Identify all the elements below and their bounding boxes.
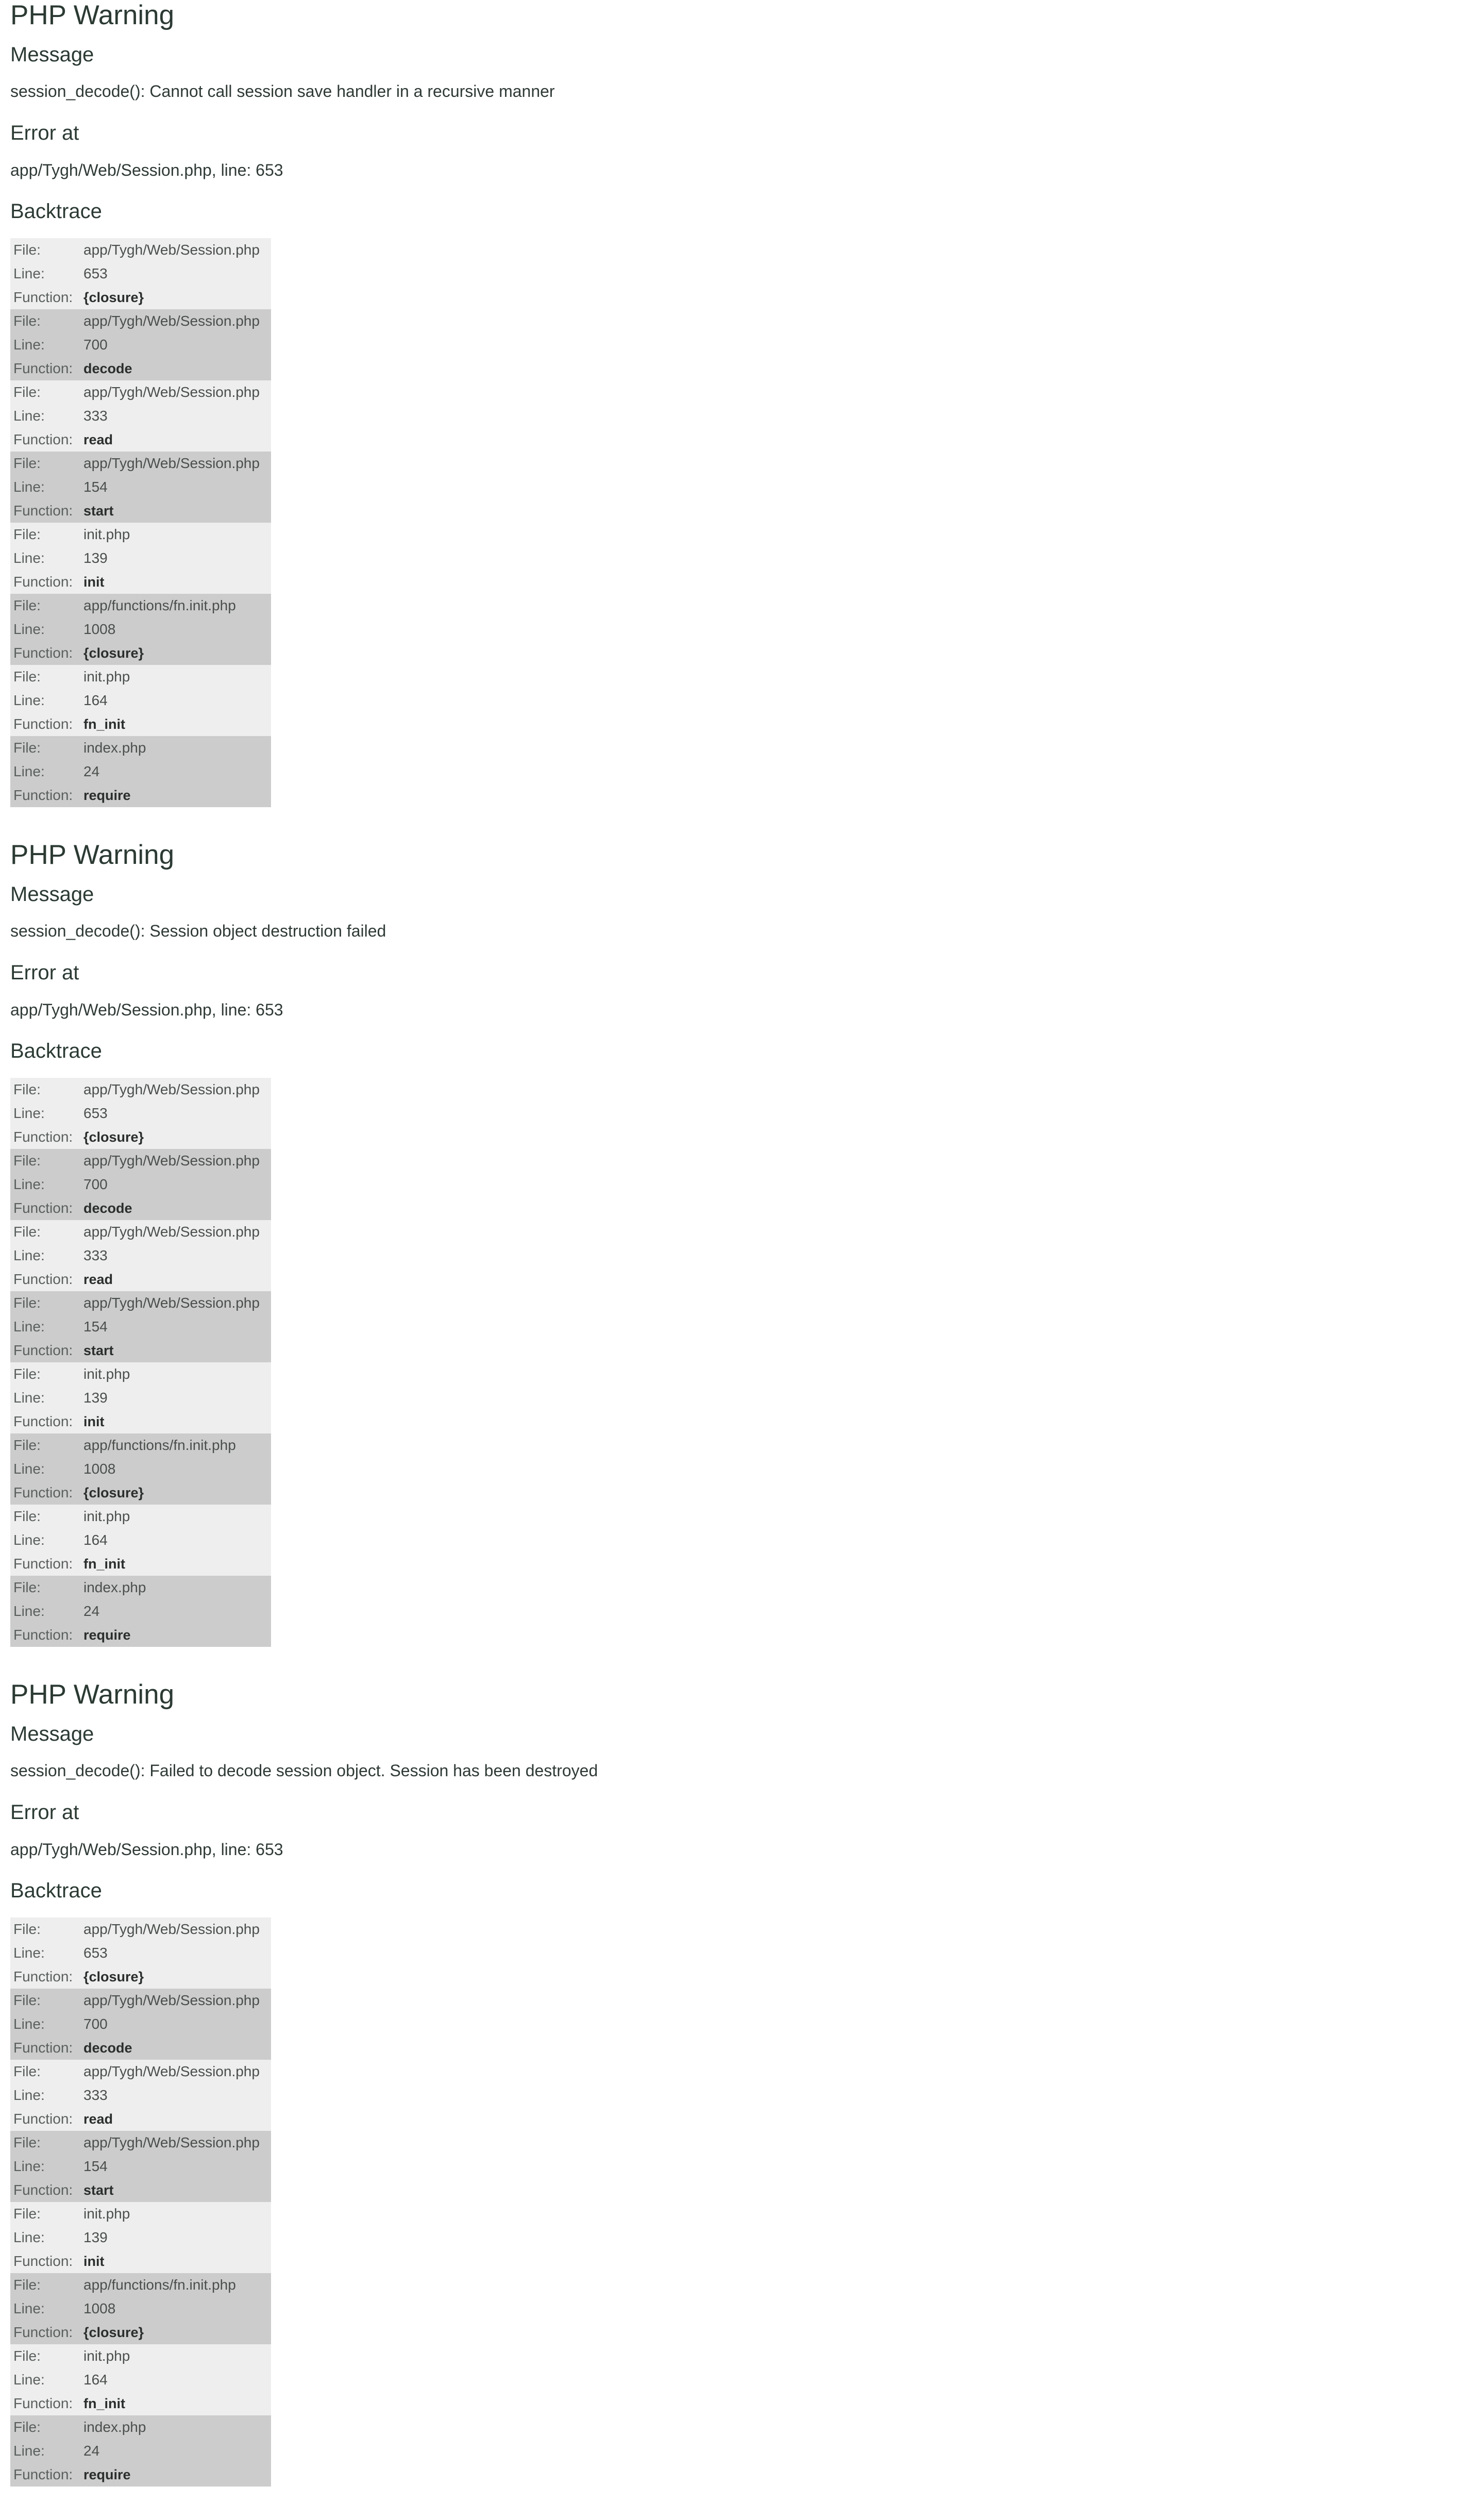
backtrace-file-value: app/Tygh/Web/Session.php: [80, 238, 271, 262]
backtrace-function-label: Function:: [10, 1267, 80, 1291]
backtrace-file-row: [10, 238, 271, 262]
backtrace-file-value: app/Tygh/Web/Session.php: [80, 1149, 271, 1173]
backtrace-function-label: Function:: [10, 2249, 80, 2273]
backtrace-function-label: Function:: [10, 783, 80, 807]
backtrace-line-value: 700: [80, 1173, 271, 1196]
backtrace-line-label: Line:: [10, 2155, 80, 2178]
backtrace-file-row: [10, 2344, 271, 2368]
backtrace-file-value: index.php: [80, 1576, 271, 1599]
backtrace-line-value: 154: [80, 475, 271, 499]
backtrace-function-value: require: [80, 1623, 271, 1647]
backtrace-file-value: init.php: [80, 1505, 271, 1528]
error-at-heading: Error at: [10, 1801, 79, 1824]
backtrace-line-value: 139: [80, 1386, 271, 1410]
backtrace-line-value: 653: [80, 1102, 271, 1125]
backtrace-function-label: Function:: [10, 2178, 80, 2202]
backtrace-line-row: [10, 1386, 271, 1410]
backtrace-file-label: File:: [10, 1989, 80, 2012]
backtrace-function-value: start: [80, 499, 271, 523]
backtrace-file-row: [10, 1989, 271, 2012]
backtrace-file-label: File:: [10, 2273, 80, 2297]
backtrace-file-value: app/Tygh/Web/Session.php: [80, 1220, 271, 1244]
backtrace-heading: Backtrace: [10, 200, 102, 223]
backtrace-file-row: [10, 1505, 271, 1528]
backtrace-file-label: File:: [10, 1078, 80, 1102]
backtrace-function-label: Function:: [10, 499, 80, 523]
backtrace-line-row: [10, 2439, 271, 2463]
backtrace-line-label: Line:: [10, 262, 80, 286]
message-heading: Message: [10, 883, 94, 906]
backtrace-function-row: [10, 2107, 271, 2131]
backtrace-file-row: [10, 594, 271, 618]
backtrace-file-value: index.php: [80, 736, 271, 760]
backtrace-line-label: Line:: [10, 1315, 80, 1339]
backtrace-file-label: File:: [10, 665, 80, 689]
backtrace-function-row: [10, 1125, 271, 1149]
backtrace-line-row: [10, 1315, 271, 1339]
backtrace-function-row: [10, 2463, 271, 2487]
backtrace-file-label: File:: [10, 380, 80, 404]
backtrace-line-label: Line:: [10, 2297, 80, 2321]
backtrace-file-label: File:: [10, 1505, 80, 1528]
backtrace-line-label: Line:: [10, 618, 80, 641]
backtrace-line-label: Line:: [10, 2226, 80, 2249]
backtrace-file-label: File:: [10, 594, 80, 618]
backtrace-line-row: [10, 2155, 271, 2178]
backtrace-line-label: Line:: [10, 475, 80, 499]
backtrace-table: [10, 1078, 271, 1647]
backtrace-line-value: 139: [80, 2226, 271, 2249]
backtrace-function-label: Function:: [10, 641, 80, 665]
backtrace-file-row: [10, 1220, 271, 1244]
backtrace-function-row: [10, 2036, 271, 2060]
backtrace-file-value: app/Tygh/Web/Session.php: [80, 1078, 271, 1102]
backtrace-line-row: [10, 262, 271, 286]
php-warning-block: [10, 840, 1474, 1679]
backtrace-function-label: Function:: [10, 570, 80, 594]
backtrace-line-label: Line:: [10, 2083, 80, 2107]
backtrace-function-row: [10, 1552, 271, 1576]
warning-title: PHP Warning: [10, 1679, 175, 1710]
backtrace-line-value: 154: [80, 1315, 271, 1339]
backtrace-function-label: Function:: [10, 1965, 80, 1989]
message-heading: Message: [10, 43, 94, 66]
backtrace-function-value: read: [80, 2107, 271, 2131]
message-heading: Message: [10, 1723, 94, 1745]
backtrace-line-row: [10, 689, 271, 712]
backtrace-function-row: [10, 2392, 271, 2415]
backtrace-function-row: [10, 286, 271, 309]
backtrace-file-value: init.php: [80, 523, 271, 546]
warning-title: PHP Warning: [10, 0, 175, 30]
backtrace-function-row: [10, 357, 271, 380]
backtrace-file-value: init.php: [80, 665, 271, 689]
backtrace-line-value: 653: [80, 1941, 271, 1965]
backtrace-line-row: [10, 2012, 271, 2036]
backtrace-function-label: Function:: [10, 712, 80, 736]
backtrace-function-value: start: [80, 2178, 271, 2202]
backtrace-file-row: [10, 2060, 271, 2083]
backtrace-line-value: 164: [80, 689, 271, 712]
backtrace-function-label: Function:: [10, 1339, 80, 1362]
backtrace-file-label: File:: [10, 2415, 80, 2439]
backtrace-line-label: Line:: [10, 1386, 80, 1410]
backtrace-function-label: Function:: [10, 2036, 80, 2060]
backtrace-function-value: fn_init: [80, 1552, 271, 1576]
backtrace-line-label: Line:: [10, 1173, 80, 1196]
backtrace-line-label: Line:: [10, 689, 80, 712]
warning-title: PHP Warning: [10, 840, 175, 870]
backtrace-file-label: File:: [10, 1220, 80, 1244]
backtrace-line-value: 139: [80, 546, 271, 570]
backtrace-file-label: File:: [10, 1433, 80, 1457]
backtrace-function-label: Function:: [10, 286, 80, 309]
backtrace-line-label: Line:: [10, 2368, 80, 2392]
backtrace-file-value: app/functions/fn.init.php: [80, 1433, 271, 1457]
backtrace-file-row: [10, 1433, 271, 1457]
backtrace-line-row: [10, 333, 271, 357]
backtrace-function-row: [10, 2321, 271, 2344]
backtrace-function-row: [10, 1339, 271, 1362]
backtrace-line-value: 164: [80, 1528, 271, 1552]
backtrace-heading: Backtrace: [10, 1040, 102, 1062]
backtrace-file-label: File:: [10, 2202, 80, 2226]
backtrace-line-row: [10, 1457, 271, 1481]
backtrace-line-row: [10, 1599, 271, 1623]
backtrace-function-label: Function:: [10, 428, 80, 452]
backtrace-function-label: Function:: [10, 2321, 80, 2344]
backtrace-function-value: init: [80, 570, 271, 594]
backtrace-function-row: [10, 1410, 271, 1433]
warning-message: session_decode(): Failed to decode session object. Session has been destroyed: [10, 1761, 598, 1780]
backtrace-file-value: app/functions/fn.init.php: [80, 2273, 271, 2297]
backtrace-function-value: require: [80, 783, 271, 807]
backtrace-line-value: 333: [80, 1244, 271, 1267]
backtrace-file-value: app/Tygh/Web/Session.php: [80, 452, 271, 475]
backtrace-function-value: {closure}: [80, 286, 271, 309]
warnings-container: [10, 0, 1474, 2519]
backtrace-function-value: fn_init: [80, 2392, 271, 2415]
backtrace-file-value: app/Tygh/Web/Session.php: [80, 2131, 271, 2155]
backtrace-file-label: File:: [10, 1917, 80, 1941]
backtrace-file-value: app/Tygh/Web/Session.php: [80, 309, 271, 333]
backtrace-line-value: 24: [80, 1599, 271, 1623]
backtrace-line-label: Line:: [10, 333, 80, 357]
backtrace-line-row: [10, 475, 271, 499]
backtrace-file-label: File:: [10, 1149, 80, 1173]
backtrace-function-row: [10, 570, 271, 594]
backtrace-file-value: app/Tygh/Web/Session.php: [80, 380, 271, 404]
backtrace-function-row: [10, 1267, 271, 1291]
backtrace-function-row: [10, 1481, 271, 1505]
backtrace-file-label: File:: [10, 1291, 80, 1315]
backtrace-function-row: [10, 428, 271, 452]
backtrace-file-row: [10, 736, 271, 760]
backtrace-file-value: app/Tygh/Web/Session.php: [80, 1917, 271, 1941]
backtrace-file-row: [10, 1362, 271, 1386]
backtrace-line-label: Line:: [10, 1941, 80, 1965]
php-warning-block: [10, 0, 1474, 840]
backtrace-file-label: File:: [10, 736, 80, 760]
error-at-heading: Error at: [10, 961, 79, 984]
backtrace-table: [10, 1917, 271, 2487]
backtrace-function-value: {closure}: [80, 2321, 271, 2344]
backtrace-line-row: [10, 1528, 271, 1552]
backtrace-line-row: [10, 760, 271, 783]
backtrace-line-value: 653: [80, 262, 271, 286]
backtrace-line-value: 1008: [80, 1457, 271, 1481]
backtrace-file-row: [10, 2131, 271, 2155]
backtrace-function-label: Function:: [10, 357, 80, 380]
backtrace-line-row: [10, 618, 271, 641]
backtrace-line-value: 154: [80, 2155, 271, 2178]
backtrace-line-row: [10, 2368, 271, 2392]
backtrace-file-row: [10, 2415, 271, 2439]
backtrace-line-value: 333: [80, 404, 271, 428]
php-warning-block: [10, 1679, 1474, 2519]
backtrace-file-value: app/functions/fn.init.php: [80, 594, 271, 618]
backtrace-file-value: app/Tygh/Web/Session.php: [80, 1291, 271, 1315]
error-location: app/Tygh/Web/Session.php, line: 653: [10, 1840, 283, 1859]
backtrace-line-row: [10, 1102, 271, 1125]
backtrace-line-label: Line:: [10, 2439, 80, 2463]
error-location: app/Tygh/Web/Session.php, line: 653: [10, 161, 283, 179]
backtrace-file-row: [10, 309, 271, 333]
backtrace-function-value: require: [80, 2463, 271, 2487]
backtrace-file-label: File:: [10, 2060, 80, 2083]
backtrace-line-value: 333: [80, 2083, 271, 2107]
warning-message: session_decode(): Cannot call session save handler in a recursive manner: [10, 82, 555, 101]
backtrace-function-value: init: [80, 1410, 271, 1433]
backtrace-file-value: index.php: [80, 2415, 271, 2439]
backtrace-file-row: [10, 523, 271, 546]
backtrace-file-label: File:: [10, 452, 80, 475]
backtrace-function-row: [10, 641, 271, 665]
backtrace-function-value: {closure}: [80, 1481, 271, 1505]
backtrace-function-row: [10, 783, 271, 807]
backtrace-function-value: fn_init: [80, 712, 271, 736]
backtrace-line-label: Line:: [10, 1599, 80, 1623]
backtrace-heading: Backtrace: [10, 1879, 102, 1902]
backtrace-line-value: 700: [80, 2012, 271, 2036]
backtrace-file-label: File:: [10, 1576, 80, 1599]
backtrace-file-value: app/Tygh/Web/Session.php: [80, 1989, 271, 2012]
backtrace-line-label: Line:: [10, 2012, 80, 2036]
backtrace-line-row: [10, 546, 271, 570]
backtrace-file-row: [10, 665, 271, 689]
backtrace-line-label: Line:: [10, 1102, 80, 1125]
backtrace-line-label: Line:: [10, 1457, 80, 1481]
backtrace-line-label: Line:: [10, 1244, 80, 1267]
backtrace-file-value: init.php: [80, 2344, 271, 2368]
backtrace-file-row: [10, 1291, 271, 1315]
backtrace-file-row: [10, 1576, 271, 1599]
backtrace-table: [10, 238, 271, 807]
backtrace-function-row: [10, 2178, 271, 2202]
backtrace-line-value: 164: [80, 2368, 271, 2392]
backtrace-function-row: [10, 1196, 271, 1220]
backtrace-function-row: [10, 499, 271, 523]
warning-message: session_decode(): Session object destruction failed: [10, 922, 386, 940]
backtrace-function-value: decode: [80, 357, 271, 380]
backtrace-function-value: read: [80, 1267, 271, 1291]
backtrace-line-row: [10, 1941, 271, 1965]
backtrace-file-row: [10, 2202, 271, 2226]
backtrace-line-row: [10, 404, 271, 428]
backtrace-line-value: 1008: [80, 2297, 271, 2321]
backtrace-function-label: Function:: [10, 1481, 80, 1505]
backtrace-function-row: [10, 1965, 271, 1989]
backtrace-line-label: Line:: [10, 760, 80, 783]
backtrace-file-row: [10, 380, 271, 404]
backtrace-line-row: [10, 1244, 271, 1267]
backtrace-file-label: File:: [10, 2344, 80, 2368]
backtrace-function-value: {closure}: [80, 641, 271, 665]
backtrace-function-value: init: [80, 2249, 271, 2273]
backtrace-file-label: File:: [10, 1362, 80, 1386]
backtrace-function-label: Function:: [10, 1623, 80, 1647]
backtrace-file-row: [10, 1149, 271, 1173]
backtrace-line-value: 700: [80, 333, 271, 357]
backtrace-function-value: read: [80, 428, 271, 452]
backtrace-function-label: Function:: [10, 1552, 80, 1576]
backtrace-function-value: {closure}: [80, 1125, 271, 1149]
backtrace-line-value: 24: [80, 760, 271, 783]
backtrace-function-label: Function:: [10, 1196, 80, 1220]
backtrace-line-label: Line:: [10, 546, 80, 570]
backtrace-function-row: [10, 712, 271, 736]
backtrace-function-label: Function:: [10, 2392, 80, 2415]
backtrace-function-value: decode: [80, 1196, 271, 1220]
error-at-heading: Error at: [10, 122, 79, 144]
backtrace-file-label: File:: [10, 523, 80, 546]
backtrace-file-value: init.php: [80, 2202, 271, 2226]
backtrace-file-row: [10, 1917, 271, 1941]
backtrace-function-value: start: [80, 1339, 271, 1362]
backtrace-line-row: [10, 2083, 271, 2107]
backtrace-file-label: File:: [10, 238, 80, 262]
backtrace-function-label: Function:: [10, 1410, 80, 1433]
backtrace-function-value: decode: [80, 2036, 271, 2060]
backtrace-function-label: Function:: [10, 2463, 80, 2487]
backtrace-function-value: {closure}: [80, 1965, 271, 1989]
backtrace-file-row: [10, 452, 271, 475]
error-location: app/Tygh/Web/Session.php, line: 653: [10, 1000, 283, 1019]
backtrace-function-row: [10, 2249, 271, 2273]
backtrace-file-value: init.php: [80, 1362, 271, 1386]
backtrace-line-value: 1008: [80, 618, 271, 641]
backtrace-function-label: Function:: [10, 1125, 80, 1149]
backtrace-line-label: Line:: [10, 1528, 80, 1552]
backtrace-function-row: [10, 1623, 271, 1647]
backtrace-line-row: [10, 2226, 271, 2249]
backtrace-file-label: File:: [10, 309, 80, 333]
backtrace-file-label: File:: [10, 2131, 80, 2155]
backtrace-file-value: app/Tygh/Web/Session.php: [80, 2060, 271, 2083]
backtrace-file-row: [10, 2273, 271, 2297]
backtrace-line-label: Line:: [10, 404, 80, 428]
backtrace-line-row: [10, 2297, 271, 2321]
backtrace-function-label: Function:: [10, 2107, 80, 2131]
backtrace-line-row: [10, 1173, 271, 1196]
backtrace-line-value: 24: [80, 2439, 271, 2463]
backtrace-file-row: [10, 1078, 271, 1102]
